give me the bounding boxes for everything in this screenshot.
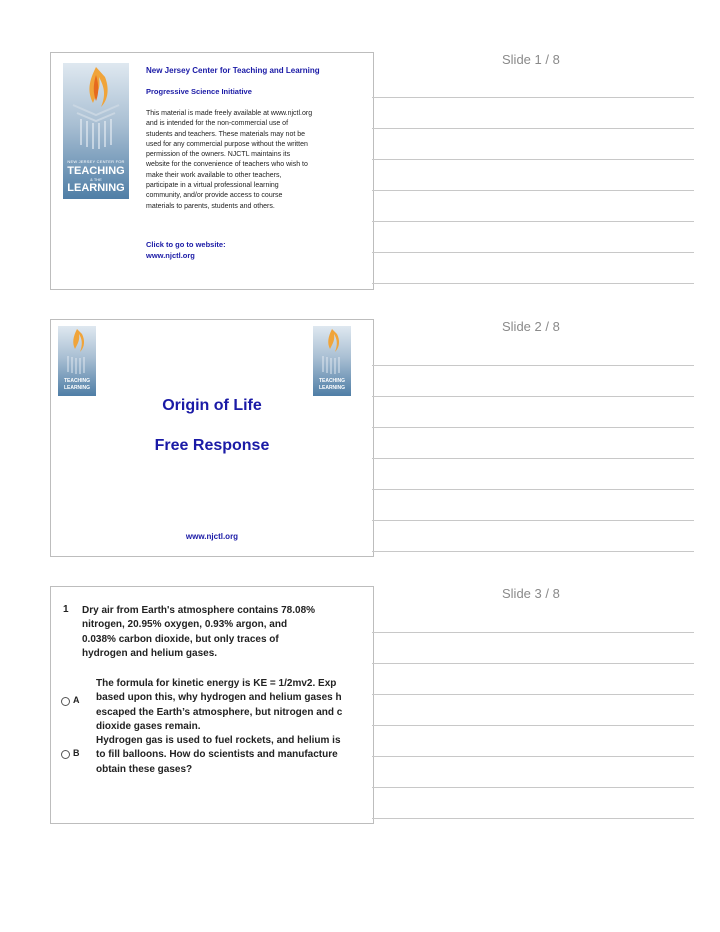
slide-number-label: Slide 2 / 8 <box>502 319 560 334</box>
slide-block-3 <box>0 586 720 846</box>
option-b-line: to fill balloons. How do scientists and manufacture <box>96 749 338 761</box>
logo-caption-learning: LEARNING <box>67 182 125 194</box>
question-number: 1 <box>63 604 69 615</box>
option-a-line: dioxide gases remain. <box>96 720 201 732</box>
note-line <box>372 458 694 459</box>
option-a-line: The formula for kinetic energy is KE = 1/2mv2. Exp <box>96 678 337 689</box>
option-a-letter: A <box>73 695 80 705</box>
logo-caption-small: NEW JERSEY CENTER FOR <box>67 159 125 164</box>
note-line <box>372 787 694 788</box>
slide-2 <box>50 319 374 557</box>
option-b-line: obtain these gases? <box>96 763 193 775</box>
note-line <box>372 396 694 397</box>
option-a-line: escaped the Earth’s atmosphere, but nitrogen and c <box>96 706 343 718</box>
slide-subtitle: Free Response <box>154 437 270 454</box>
note-line <box>372 663 694 664</box>
logo-caption-learning: LEARNING <box>318 385 346 391</box>
usage-notice-line: materials to parents, students and others. <box>146 202 275 210</box>
logo-caption-learning: LEARNING <box>63 385 91 391</box>
note-line <box>372 756 694 757</box>
usage-notice-line: This material is made freely available at www.njctl.org <box>146 110 313 117</box>
usage-notice-line: website for the convenience of teachers who wish to <box>146 161 308 169</box>
njctl-logo-right <box>313 326 351 396</box>
org-title: New Jersey Center for Teaching and Learning <box>146 66 320 75</box>
njctl-logo <box>63 63 129 199</box>
question-line: hydrogen and helium gases. <box>82 647 218 659</box>
note-line <box>372 97 694 98</box>
note-line <box>372 365 694 366</box>
option-a-text <box>96 677 342 734</box>
option-b-radio[interactable] <box>61 750 70 759</box>
question-line: 0.038% carbon dioxide, but only traces of <box>82 633 279 645</box>
slide-number-label: Slide 3 / 8 <box>502 586 560 601</box>
website-link-url: www.njctl.org <box>146 251 195 260</box>
option-b-letter: B <box>73 748 80 758</box>
option-b-text <box>96 734 341 777</box>
usage-notice-line: community, and/or provide access to course <box>146 192 283 200</box>
slide-number-label: Slide 1 / 8 <box>502 52 560 67</box>
note-line <box>372 128 694 129</box>
note-line <box>372 221 694 222</box>
usage-notice-line: students and teachers. These materials may not be <box>146 130 306 138</box>
option-b <box>61 734 373 780</box>
option-a <box>61 677 373 737</box>
logo-caption-teaching: TEACHING <box>63 378 91 384</box>
note-line <box>372 252 694 253</box>
note-line <box>372 725 694 726</box>
note-line <box>372 632 694 633</box>
note-line <box>372 520 694 521</box>
logo-caption-amp: & THE <box>90 177 102 182</box>
slide-block-1 <box>0 52 720 312</box>
note-line <box>372 427 694 428</box>
question-text <box>82 604 342 661</box>
option-a-radio[interactable] <box>61 697 70 706</box>
slide-3 <box>50 586 374 824</box>
logo-caption-teaching: TEACHING <box>318 378 346 384</box>
option-a-line: based upon this, why hydrogen and helium gases h <box>96 692 342 704</box>
logo-caption-teaching: TEACHING <box>67 165 125 177</box>
slide-1 <box>50 52 374 290</box>
website-link-label: Click to go to website: <box>146 240 226 249</box>
initiative-title: Progressive Science Initiative <box>146 87 252 96</box>
note-line <box>372 159 694 160</box>
question-line: Dry air from Earth's atmosphere contains 78.08% <box>82 605 316 616</box>
note-line <box>372 489 694 490</box>
slide-title: Origin of Life <box>162 397 262 414</box>
usage-notice-line: used for any commercial purpose without the written <box>146 140 308 148</box>
note-line <box>372 818 694 819</box>
question-line: nitrogen, 20.95% oxygen, 0.93% argon, and <box>82 619 288 631</box>
note-line <box>372 694 694 695</box>
note-line <box>372 551 694 552</box>
slide-block-2 <box>0 319 720 579</box>
usage-notice-line: and is intended for the non-commercial use of <box>146 120 289 128</box>
njctl-logo-left <box>58 326 96 396</box>
website-link[interactable]: www.njctl.org <box>185 532 239 541</box>
usage-notice-line: make their work available to other teachers, <box>146 171 282 179</box>
note-line <box>372 283 694 284</box>
usage-notice-line: permission of the owners. NJCTL maintains its <box>146 151 291 159</box>
usage-notice-line: participate in a virtual professional learning <box>146 182 279 190</box>
option-b-line: Hydrogen gas is used to fuel rockets, and helium is <box>96 735 341 746</box>
website-link[interactable] <box>146 239 226 261</box>
note-line <box>372 190 694 191</box>
usage-notice <box>146 109 351 212</box>
